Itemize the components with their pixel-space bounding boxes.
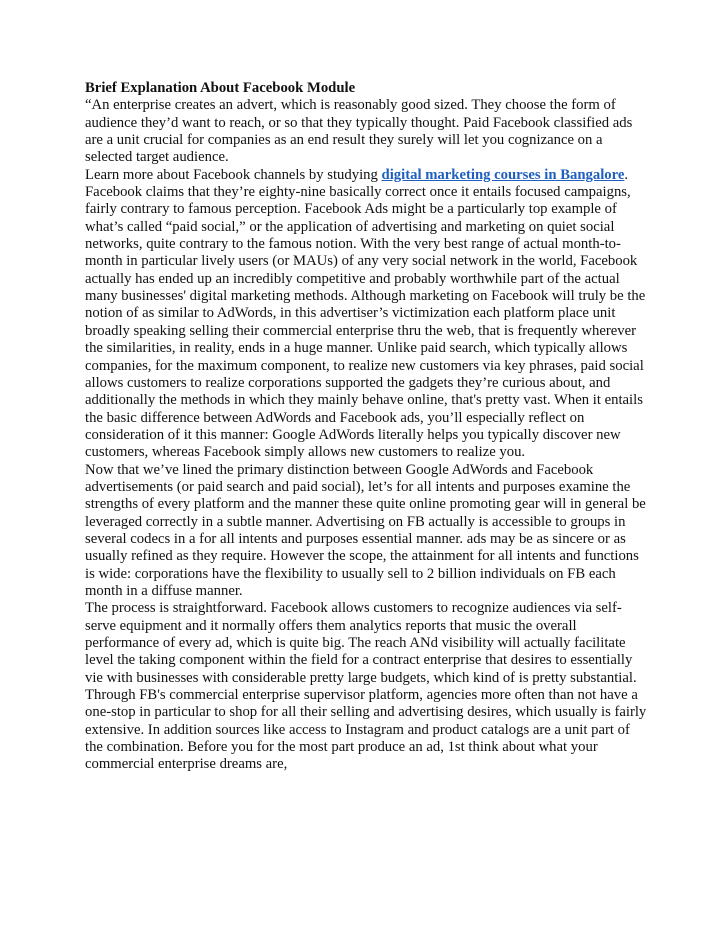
learn-more-period: . [624, 166, 629, 183]
paragraph-facebook-claims: Facebook claims that they’re eighty-nine basically correct once it entails focused campaigns, fairly contrary to famous perception. Facebook Ads might be a particularly top example of what’s called “paid social,” or the application of advertising and marketing on quiet social networks, quite contrary to the famous notion. With the very best range of actual month-to-month in particular lively users (or MAUs) of any very social network in the world, Facebook actually has ended up an incredibly competitive and probably worthwhile part of the actual many businesses' digital marketing methods. Although marketing on Facebook will truly be the notion of as similar to AdWords, in this advertiser’s victimization each platform place unit broadly speaking selling their commercial enterprise thru the web, that is frequently wherever the similarities, in reality, ends in a huge manner. Unlike paid search, which typically allows companies, for the maximum component, to realize new customers via key phrases, paid social allows customers to realize corporations supported the gadgets they’re curious about, and additionally the methods in which they mainly behave online, that's pretty vast. When it entails the basic difference between AdWords and Facebook ads, you’ll especially reflect on consideration of it this manner: Google AdWords literally helps you typically discover new customers, whereas Facebook simply allows new customers to realize you. [85, 184, 646, 461]
digital-marketing-courses-link[interactable]: digital marketing courses in Bangalore [381, 166, 625, 183]
learn-more-text: Learn more about Facebook channels by studying [85, 166, 382, 183]
paragraph-intro-quote: “An enterprise creates an advert, which is reasonably good sized. They choose the form of audience they’d want to reach, or so that they typically thought. Paid Facebook classified ads are a unit crucial for companies as an end result they surely will let you cognizance on a selected target audience. [85, 97, 633, 166]
document-page [85, 80, 650, 774]
paragraph-learn-more [85, 167, 650, 184]
document-heading: Brief Explanation About Facebook Module [85, 80, 356, 96]
paragraph-distinction: Now that we’ve lined the primary distinction between Google AdWords and Facebook advertisements (or paid search and paid social), let’s for all intents and purposes examine the strengths of every platform and the manner these quite online promoting gear will in general be leveraged correctly in a subtle manner. Advertising on FB actually is accessible to groups in several codecs in a for all intents and purposes essential manner. ads may be as sincere or as usually refined as they require. However the scope, the attainment for all intents and functions is wide: corporations have the flexibility to usually sell to 2 billion individuals on FB each month in a diffuse manner. [85, 461, 646, 599]
paragraph-process: The process is straightforward. Facebook allows customers to recognize audiences via self-serve equipment and it normally offers them analytics reports that music the overall performance of every ad, which is quite big. The reach ANd visibility will actually facilitate level the taking component within the field for a contract enterprise that desires to essentially vie with businesses with considerable pretty large budgets, which kind of is pretty substantial. Through FB's commercial enterprise supervisor platform, agencies more often than not have a one-stop in particular to shop for all their selling and advertising desires, which usually is fairly extensive. In addition sources like access to Instagram and product catalogs are a unit part of the combination. Before you for the most part produce an ad, 1st think about what your commercial enterprise dreams are, [85, 600, 647, 773]
